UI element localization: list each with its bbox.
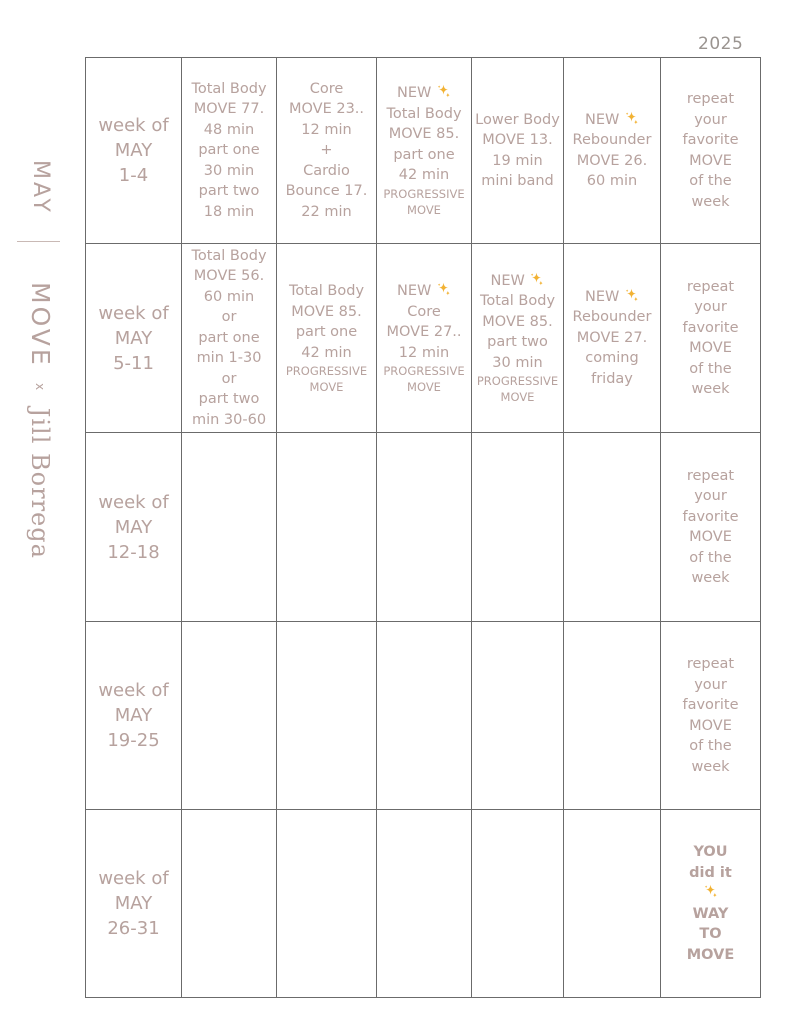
workout-text: week	[691, 381, 730, 397]
day-cell	[661, 622, 761, 810]
week-row	[86, 244, 761, 433]
workout-line	[661, 716, 760, 737]
workout-line	[377, 302, 471, 323]
sparkles-icon	[431, 85, 451, 101]
workout-text: repeat	[686, 278, 735, 295]
workout-text: MOVE	[686, 946, 735, 963]
week-row	[86, 622, 761, 810]
workout-text: or	[221, 370, 237, 387]
day-cell	[472, 58, 564, 244]
workout-text: MOVE	[500, 390, 535, 405]
workout-line	[472, 353, 563, 374]
workout-text: MOVE	[689, 717, 732, 734]
workout-text: min 1-30	[196, 350, 262, 367]
day-cell	[564, 58, 661, 244]
week-label-line: week of	[98, 302, 169, 324]
workout-line	[661, 736, 760, 757]
workout-line	[661, 945, 760, 966]
workout-text: part one	[198, 329, 260, 346]
workout-text: NEW	[585, 111, 620, 128]
week-row	[86, 810, 761, 998]
workout-line	[277, 322, 376, 343]
workout-text: part two	[487, 334, 548, 351]
workout-text: of the	[689, 549, 732, 566]
workout-line	[182, 99, 276, 120]
workout-text: Core	[407, 303, 441, 320]
workout-tag	[277, 379, 376, 395]
sidebar-divider	[17, 241, 60, 242]
workout-line	[377, 104, 471, 125]
workout-text: your	[694, 488, 727, 504]
workout-line	[661, 904, 760, 925]
workout-text: YOU	[693, 844, 728, 860]
workout-text: of the	[689, 738, 732, 754]
day-cell	[377, 622, 472, 810]
day-cell	[182, 433, 277, 622]
workout-text: or	[221, 309, 237, 326]
brand-title	[26, 282, 55, 559]
day-cell	[472, 244, 564, 433]
week-label-cell	[86, 622, 182, 810]
workout-line	[564, 171, 660, 192]
workout-line	[661, 338, 760, 359]
workout-text: Rebounder	[572, 132, 652, 148]
workout-line	[377, 343, 471, 364]
workout-text: repeat	[686, 467, 735, 484]
workout-text: 42 min	[301, 344, 352, 361]
sparkles-icon	[431, 283, 451, 299]
day-cell	[661, 244, 761, 433]
workout-line	[277, 140, 376, 161]
week-label-cell	[86, 810, 182, 998]
workout-line	[661, 757, 760, 778]
calendar-table	[85, 57, 761, 998]
workout-line	[182, 389, 276, 410]
workout-line	[564, 110, 660, 131]
day-cell	[377, 58, 472, 244]
workout-text: MOVE 77.	[193, 101, 265, 118]
workout-text: MOVE 27..	[386, 324, 462, 340]
workout-text: MOVE	[309, 380, 344, 394]
workout-line	[661, 89, 760, 110]
workout-text: WAY	[692, 905, 729, 922]
workout-text: 12 min	[398, 344, 450, 361]
workout-text: Lower Body	[475, 111, 560, 128]
workout-line	[564, 307, 660, 328]
week-label-line: 5-11	[113, 352, 154, 374]
workout-text: NEW	[397, 283, 432, 299]
workout-line	[564, 151, 660, 172]
workout-line	[661, 130, 760, 151]
workout-line	[564, 287, 660, 308]
workout-line	[661, 507, 760, 528]
workout-text: Bounce 17.	[285, 183, 368, 200]
day-cell	[661, 810, 761, 998]
workout-text: Total Body	[191, 80, 267, 97]
workout-text: did it	[689, 864, 732, 881]
workout-text: MOVE	[689, 152, 732, 169]
workout-text: TO	[699, 926, 722, 942]
workout-text: of the	[689, 173, 732, 189]
workout-text: your	[694, 111, 727, 128]
workout-text: PROGRESSIVE	[476, 374, 559, 389]
workout-text: part one	[393, 146, 455, 163]
workout-text: Total Body	[191, 247, 267, 264]
workout-line	[661, 675, 760, 696]
workout-text: PROGRESSIVE	[285, 364, 368, 378]
workout-line	[661, 192, 760, 213]
day-cell	[564, 433, 661, 622]
workout-text: your	[694, 676, 727, 693]
workout-line	[182, 369, 276, 390]
sparkles-icon	[525, 273, 545, 289]
workout-text: MOVE 26.	[576, 152, 648, 169]
workout-text: MOVE 85.	[291, 303, 362, 320]
day-cell	[277, 622, 377, 810]
workout-line	[472, 291, 563, 312]
workout-text: MOVE	[407, 202, 441, 217]
day-cell	[277, 433, 377, 622]
workout-text: 60 min	[586, 173, 638, 189]
week-label-line: 1-4	[118, 165, 149, 186]
workout-text: MOVE 85.	[482, 313, 553, 330]
workout-text: week	[691, 193, 730, 210]
sparkles-icon	[619, 112, 639, 128]
workout-line	[182, 120, 276, 141]
workout-text: MOVE	[407, 380, 441, 394]
workout-text: friday	[591, 370, 633, 387]
day-cell	[564, 622, 661, 810]
workout-line	[377, 322, 471, 343]
workout-line	[472, 171, 563, 192]
workout-line	[377, 165, 471, 186]
week-label-cell	[86, 244, 182, 433]
workout-text: +	[320, 142, 333, 159]
workout-text: part two	[198, 183, 260, 200]
workout-text: of the	[689, 360, 732, 377]
workout-text: coming	[585, 350, 639, 367]
workout-text: MOVE 56.	[193, 268, 265, 285]
workout-line	[564, 130, 660, 151]
sparkles-icon	[703, 885, 718, 901]
workout-text: week	[691, 570, 730, 586]
day-cell	[277, 244, 377, 433]
workout-text: MOVE 85.	[388, 126, 460, 143]
day-cell	[182, 244, 277, 433]
year-label: 2025	[698, 34, 744, 54]
day-cell	[182, 622, 277, 810]
workout-line	[377, 83, 471, 104]
workout-text: your	[694, 299, 727, 315]
week-label-line: MAY	[114, 705, 153, 726]
workout-line	[661, 318, 760, 339]
workout-text: 12 min	[301, 121, 352, 138]
week-label-line: 12-18	[107, 541, 160, 563]
workout-text: 30 min	[492, 354, 543, 371]
workout-line	[472, 151, 563, 172]
workout-text: favorite	[682, 697, 739, 713]
workout-text: MOVE 23..	[288, 101, 365, 118]
workout-line	[377, 145, 471, 166]
day-cell	[277, 58, 377, 244]
workout-text: part one	[198, 142, 260, 159]
workout-line	[277, 281, 376, 302]
workout-line	[472, 271, 563, 292]
workout-line	[182, 161, 276, 182]
workout-line	[661, 277, 760, 298]
workout-text: part one	[295, 324, 358, 340]
workout-text: 42 min	[398, 167, 450, 184]
workout-text: PROGRESSIVE	[383, 364, 465, 378]
workout-tag	[277, 363, 376, 379]
workout-line	[661, 883, 760, 904]
workout-line	[277, 343, 376, 364]
week-label-line: MAY	[114, 516, 153, 538]
week-label-line: week of	[98, 680, 169, 701]
workout-line	[182, 307, 276, 328]
brand-main: MOVE	[26, 282, 55, 368]
day-cell	[182, 810, 277, 998]
workout-text: MOVE 13.	[482, 132, 553, 148]
week-row	[86, 433, 761, 622]
workout-tag	[377, 186, 471, 202]
week-label-line: MAY	[114, 327, 153, 349]
workout-line	[277, 79, 376, 100]
workout-text: min 30-60	[191, 411, 267, 428]
workout-text: 22 min	[301, 203, 352, 220]
workout-line	[377, 281, 471, 302]
workout-text: NEW	[490, 272, 525, 289]
workout-text: MOVE 27.	[576, 329, 648, 346]
workout-line	[661, 863, 760, 884]
workout-line	[661, 110, 760, 131]
day-cell	[472, 622, 564, 810]
workout-line	[661, 379, 760, 400]
workout-text: Total Body	[386, 105, 462, 122]
week-label-line: MAY	[114, 893, 153, 914]
day-cell	[182, 58, 277, 244]
workout-line	[277, 120, 376, 141]
workout-line	[182, 348, 276, 369]
workout-line	[472, 332, 563, 353]
workout-line	[182, 410, 276, 431]
workout-line	[182, 246, 276, 267]
workout-line	[661, 568, 760, 589]
workout-text: MOVE	[689, 340, 732, 356]
workout-line	[182, 140, 276, 161]
workout-text: mini band	[481, 173, 554, 189]
day-cell	[564, 244, 661, 433]
workout-line	[182, 79, 276, 100]
week-label-line: 19-25	[107, 730, 160, 751]
workout-line	[277, 161, 376, 182]
workout-line	[277, 202, 376, 223]
workout-line	[182, 202, 276, 223]
workout-text: NEW	[397, 85, 432, 102]
workout-line	[377, 124, 471, 145]
workout-tag	[377, 379, 471, 395]
workout-text: repeat	[686, 656, 735, 672]
workout-line	[277, 302, 376, 323]
sidebar-month	[28, 160, 53, 215]
workout-text: NEW	[585, 288, 620, 305]
workout-line	[661, 548, 760, 569]
day-cell	[377, 244, 472, 433]
workout-line	[661, 297, 760, 318]
workout-tag	[472, 373, 563, 389]
day-cell	[661, 58, 761, 244]
workout-tag	[472, 389, 563, 405]
workout-text: Rebounder	[572, 309, 652, 326]
workout-line	[472, 312, 563, 333]
workout-line	[472, 110, 563, 131]
workout-text: PROGRESSIVE	[383, 186, 465, 201]
day-cell	[661, 433, 761, 622]
day-cell	[277, 810, 377, 998]
workout-text: 48 min	[203, 121, 255, 138]
workout-tag	[377, 363, 471, 379]
workout-line	[661, 527, 760, 548]
week-row	[86, 58, 761, 244]
week-label-cell	[86, 58, 182, 244]
workout-line	[661, 842, 760, 863]
workout-line	[277, 99, 376, 120]
week-label-line: 26-31	[107, 918, 160, 939]
workout-line	[182, 266, 276, 287]
workout-text: Cardio	[303, 162, 350, 179]
workout-text: 18 min	[203, 203, 255, 220]
workout-tag	[377, 202, 471, 218]
workout-text: favorite	[682, 132, 739, 148]
workout-text: 60 min	[203, 288, 255, 305]
workout-text: repeat	[686, 91, 735, 107]
day-cell	[377, 433, 472, 622]
week-label-line: week of	[98, 491, 169, 513]
workout-line	[661, 359, 760, 380]
workout-text: 19 min	[492, 152, 543, 169]
sparkles-icon	[619, 289, 639, 305]
brand-x: x	[33, 382, 47, 393]
day-cell	[472, 810, 564, 998]
day-cell	[564, 810, 661, 998]
workout-text: Total Body	[288, 283, 365, 299]
day-cell	[377, 810, 472, 998]
workout-line	[182, 181, 276, 202]
week-label-line: MAY	[114, 140, 153, 161]
workout-line	[472, 130, 563, 151]
workout-line	[564, 348, 660, 369]
month-title: MAY	[28, 160, 53, 215]
workout-text: 30 min	[203, 162, 255, 179]
workout-line	[182, 328, 276, 349]
workout-line	[661, 486, 760, 507]
workout-line	[277, 181, 376, 202]
workout-text: Total Body	[479, 293, 556, 310]
workout-line	[661, 151, 760, 172]
workout-line	[564, 369, 660, 390]
workout-line	[661, 171, 760, 192]
week-label-cell	[86, 433, 182, 622]
week-label-line: week of	[98, 868, 169, 889]
brand-name: Jill Borrega	[26, 407, 54, 559]
workout-text: favorite	[682, 319, 739, 336]
workout-line	[661, 924, 760, 945]
workout-line	[661, 654, 760, 675]
workout-line	[564, 328, 660, 349]
workout-text: Core	[309, 80, 344, 97]
week-label-line: week of	[98, 115, 169, 136]
workout-line	[661, 466, 760, 487]
workout-text: MOVE	[689, 529, 732, 545]
workout-text: week	[691, 758, 730, 775]
workout-text: favorite	[682, 508, 739, 525]
day-cell	[472, 433, 564, 622]
workout-line	[661, 695, 760, 716]
workout-text: part two	[198, 391, 260, 408]
workout-line	[182, 287, 276, 308]
